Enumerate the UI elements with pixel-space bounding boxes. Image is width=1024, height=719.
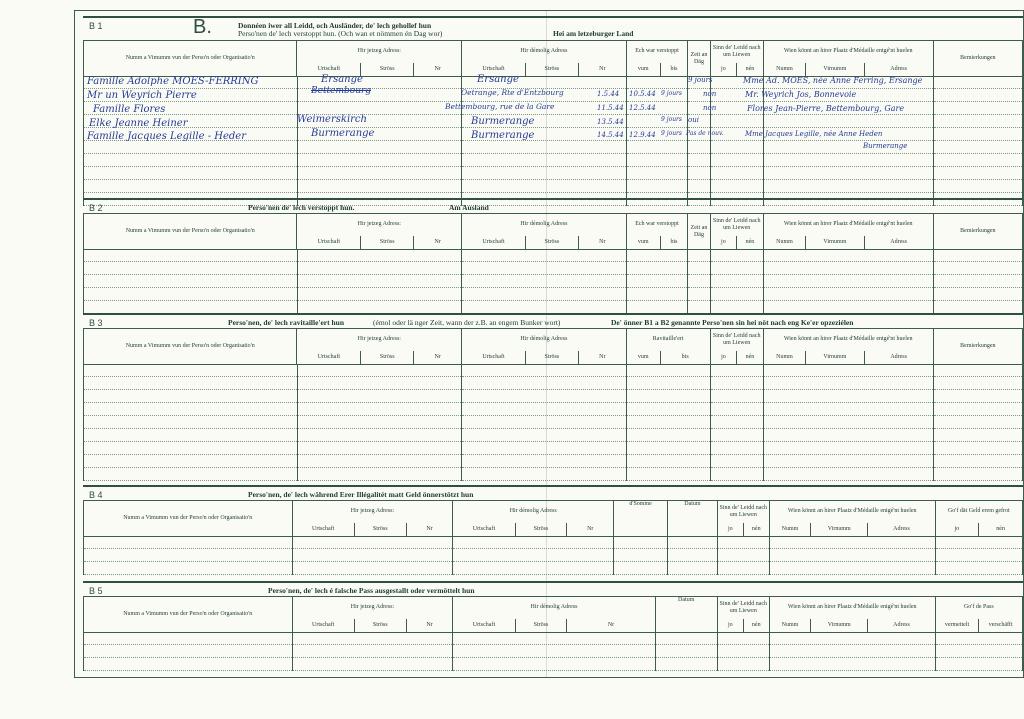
col-nr: Nr xyxy=(414,63,462,77)
hw-medal-2: Mr. Weyrich Jos, Bonnevoie xyxy=(745,90,857,99)
b3-col-name: Numm a Vimumm vun der Perso'n oder Organisatio'n xyxy=(84,329,297,365)
section-b1-title-extra: Hei am letzeburger Land xyxy=(553,29,634,38)
col-street: Ströss xyxy=(361,63,414,77)
section-b1 xyxy=(83,16,1023,200)
b3-col-yes: jo xyxy=(710,351,737,365)
section-b2-title: Perso'nen de' lech verstoppt hun. xyxy=(248,203,355,212)
table-row xyxy=(84,632,293,645)
hw-medal-4: Mme Jacques Legille, née Anne Heden xyxy=(745,130,883,138)
table-row xyxy=(84,403,298,416)
b4-col-former: Hir démolig Adress xyxy=(453,501,614,523)
section-b3-id: B 3 xyxy=(89,318,103,328)
hw-from-1: 1.5.44 xyxy=(597,90,620,98)
table-row xyxy=(84,536,293,549)
b2-col-no: nén xyxy=(737,236,764,250)
b4-col-yes: jo xyxy=(717,523,743,537)
b5-col-pass: Go'f de Pass xyxy=(935,597,1022,619)
hw-former-3: Bettembourg, rue de la Gare xyxy=(445,102,555,111)
b3-col-place: Urtschaft xyxy=(297,351,361,365)
b2-col-former-nr: Nr xyxy=(578,236,626,250)
b4-col-former-place: Urtschaft xyxy=(453,523,515,537)
hw-days-3: 9 jours xyxy=(661,130,683,137)
b5-header-grid xyxy=(83,596,1023,633)
col-no: nén xyxy=(737,63,764,77)
table-row xyxy=(84,645,293,658)
b3-col-address: Adress xyxy=(864,351,933,365)
hw-to-3: 12.9.44 xyxy=(629,131,656,139)
table-row xyxy=(84,364,298,377)
b2-header-grid xyxy=(83,213,1023,250)
b2-col-yes: jo xyxy=(710,236,737,250)
hw-current-3: Weimerskirch xyxy=(297,114,367,125)
col-to: bis xyxy=(660,63,688,77)
section-b4-id: B 4 xyxy=(89,490,103,500)
b2-col-former-place: Urtschaft xyxy=(462,236,526,250)
b4-entry-rows xyxy=(83,536,1023,575)
b5-col-former-street: Ströss xyxy=(515,619,567,633)
b5-col-first-name: Numm xyxy=(769,619,810,633)
hw-former-1: Ersange xyxy=(477,74,519,85)
b3-col-former: Hir démolig Adress xyxy=(462,329,627,351)
table-row xyxy=(84,562,293,575)
section-b1-id: B 1 xyxy=(89,21,103,31)
hw-name-5: Famille Jacques Legille - Heder xyxy=(87,131,246,142)
col-first-name: Numm xyxy=(763,63,805,77)
form-sheet xyxy=(74,10,1024,678)
b2-col-from: vum xyxy=(626,236,660,250)
b4-col-first-name: Numm xyxy=(769,523,810,537)
b5-col-yes: jo xyxy=(717,619,743,633)
table-row xyxy=(84,262,298,275)
section-b3-title-extra: De' önner B1 a B2 genannte Perso'nen sin hei nöt nach eng Ke'er opzeziélen xyxy=(611,318,854,327)
hw-days-2: 9 jours xyxy=(661,116,683,123)
hw-former-4: Burmerange xyxy=(471,116,535,127)
b4-col-date: Datum xyxy=(668,501,718,537)
hw-yesno-1: 9 jours xyxy=(688,76,713,84)
b4-col-nr: Nr xyxy=(406,523,453,537)
b2-col-first-name: Numm xyxy=(763,236,805,250)
col-yes: jo xyxy=(710,63,737,77)
section-b4-title: Perso'nen, de' lech während Erer Illégalitét matt Geld önnerstötzt hun xyxy=(248,490,474,499)
col-hidden-header: Ech war verstoppt xyxy=(626,41,688,63)
col-current-addr-header: Hir jetzeg Adress: xyxy=(297,41,462,63)
hw-name-2: Mr un Weyrich Pierre xyxy=(87,90,197,101)
table-row xyxy=(84,167,298,180)
table-row xyxy=(84,429,298,442)
hw-medal-3: Flores Jean-Pierre, Bettembourg, Gare xyxy=(747,104,905,113)
section-b4 xyxy=(83,485,1023,583)
hw-to-2: 12.5.44 xyxy=(629,104,656,112)
hw-yesno-5: Pas de nouv. xyxy=(686,130,724,137)
b5-col-street: Ströss xyxy=(354,619,406,633)
b2-col-name: Numm a Vimumm vun der Perso'n oder Organisatio'n xyxy=(84,214,297,250)
col-surname: Virnumm xyxy=(806,63,864,77)
hw-yesno-2: non xyxy=(703,90,717,98)
b3-header-grid xyxy=(83,328,1023,365)
b4-header-grid xyxy=(83,500,1023,537)
hw-name-3: Famille Flores xyxy=(93,104,166,115)
table-row xyxy=(84,390,298,403)
section-b1-title-line2: Perso'nen de' lech verstoppt hun. (Och wan et nömmen én Dag wor) xyxy=(238,29,443,38)
section-b2 xyxy=(83,198,1023,315)
section-b3-title: Perso'nen, de' lech ravitaille'ert hun xyxy=(228,318,345,327)
hw-medal-1: Mme Ad. MOES, née Anne Ferring, Ersange xyxy=(743,76,923,85)
table-row xyxy=(84,442,298,455)
hw-days-1: 9 jours xyxy=(661,90,683,97)
form-letter: B. xyxy=(193,16,212,38)
b5-col-procured: verschäfft xyxy=(979,619,1023,633)
col-former-street: Ströss xyxy=(525,63,578,77)
section-b3 xyxy=(83,313,1023,487)
b5-col-name: Numm a Vimumm vun der Perso'n oder Organisatio'n xyxy=(84,597,293,633)
b5-col-danger: Sinn de' Leidd nach um Liewen xyxy=(717,597,769,619)
b3-col-no: nén xyxy=(737,351,764,365)
b5-col-issued: vermettelt xyxy=(935,619,979,633)
b5-col-former-nr: Nr xyxy=(567,619,655,633)
section-b2-title-extra: Am Ausland xyxy=(449,203,489,212)
b3-col-former-street: Ströss xyxy=(525,351,578,365)
b3-col-former-place: Urtschaft xyxy=(462,351,526,365)
b4-col-street: Ströss xyxy=(354,523,406,537)
col-from: vum xyxy=(626,63,660,77)
b2-col-address: Adress xyxy=(864,236,933,250)
b5-col-address: Adress xyxy=(868,619,935,633)
table-row xyxy=(84,549,293,562)
b5-entry-rows xyxy=(83,632,1023,671)
b5-col-place: Urtschaft xyxy=(292,619,354,633)
hw-from-4: 14.5.44 xyxy=(597,131,624,139)
hw-from-3: 13.5.44 xyxy=(597,118,624,126)
b4-col-address: Adress xyxy=(868,523,935,537)
hw-former-2: Oetrange, Rte d'Entzbourg xyxy=(461,88,564,97)
b3-col-current: Hir jetzeg Adress: xyxy=(297,329,462,351)
b5-col-current: Hir jetzeg Adress: xyxy=(292,597,453,619)
b4-col-current: Hir jetzeg Adress: xyxy=(292,501,453,523)
col-remarks-header: Bemierkungen xyxy=(933,41,1022,77)
section-b2-id: B 2 xyxy=(89,203,103,213)
section-b5-title: Perso'nen, de' lech é falsche Pass ausgestallt oder vermöttelt hun xyxy=(268,586,475,595)
b2-col-medal: Wien könnt an hirer Plaatz d'Médaille entgé'nt huelen xyxy=(763,214,933,236)
b2-col-danger: Sinn de' Leidd nach um Liewen xyxy=(710,214,763,236)
b2-col-former: Hir démolig Adress xyxy=(462,214,627,236)
col-time-header: Zeit an Däg xyxy=(688,41,710,77)
section-b5 xyxy=(83,581,1023,679)
b3-entry-rows xyxy=(83,364,1023,481)
b3-col-first-name: Numm xyxy=(763,351,805,365)
b3-col-danger: Sinn de' Leidd nach um Liewen xyxy=(710,329,763,351)
hw-medal-5: Burmerange xyxy=(863,142,908,150)
b4-col-sum: d'Somme xyxy=(614,501,668,537)
b4-col-surname: Virnumm xyxy=(811,523,868,537)
table-row xyxy=(84,468,298,481)
table-row xyxy=(84,180,298,193)
table-row xyxy=(84,301,298,314)
hw-name-1: Famille Adolphe MOES-FERRING xyxy=(87,76,259,87)
b2-col-current: Hir jetzeg Adress: xyxy=(297,214,462,236)
table-row xyxy=(84,658,293,671)
hw-current-2: Bettembourg xyxy=(311,86,372,96)
b3-col-street: Ströss xyxy=(361,351,414,365)
hw-yesno-4: oui xyxy=(688,116,699,124)
hw-to-1: 10.5.44 xyxy=(629,90,656,98)
b2-col-surname: Virnumm xyxy=(806,236,864,250)
col-danger-header: Sinn de' Leidd nach um Liewen xyxy=(710,41,763,63)
table-row xyxy=(84,141,298,154)
col-former-place: Urtschaft xyxy=(462,63,526,77)
b4-col-former-nr: Nr xyxy=(567,523,614,537)
table-row xyxy=(84,249,298,262)
hw-yesno-3: non xyxy=(703,104,717,112)
b4-col-money-yes: jo xyxy=(935,523,979,537)
b5-col-no: nén xyxy=(743,619,769,633)
b3-col-ravit: Ravitaille'ert xyxy=(626,329,710,351)
b5-col-medal: Wien könnt an hirer Plaatz d'Médaille entgé'nt huelen xyxy=(769,597,935,619)
b3-col-remarks: Bemierkungen xyxy=(933,329,1022,365)
b2-col-street: Ströss xyxy=(361,236,414,250)
b5-col-surname: Virnumm xyxy=(811,619,868,633)
hw-name-4: Elke Jeanne Heiner xyxy=(89,118,188,129)
section-b3-title-note: (émol oder lä nger Zeit, wann der z.B. an engem Bunker wort) xyxy=(373,318,561,327)
hw-former-5: Burmerange xyxy=(471,130,535,141)
section-b1-title-line1: Donnéen iwer all Leidd, och Ausländer, de' lech gehollef hun xyxy=(238,21,432,30)
col-former-addr-header: Hir démolig Adress xyxy=(462,41,627,63)
b2-col-time: Zeit an Däg xyxy=(688,214,710,250)
b5-col-former-place: Urtschaft xyxy=(453,619,515,633)
b2-entry-rows xyxy=(83,249,1023,314)
b1-header-grid xyxy=(83,40,1023,77)
b5-col-nr: Nr xyxy=(406,619,453,633)
table-row xyxy=(84,416,298,429)
b4-col-medal: Wien könnt an hirer Plaatz d'Médaille entgé'nt huelen xyxy=(769,501,935,523)
b3-col-medal: Wien könnt an hirer Plaatz d'Médaille entgé'nt huelen xyxy=(763,329,933,351)
table-row xyxy=(84,377,298,390)
col-medal-header: Wien könnt an hirer Plaatz d'Médaille entgé'nt huelen xyxy=(763,41,933,63)
b2-col-remarks: Bemierkungen xyxy=(933,214,1022,250)
b3-col-from: vum xyxy=(626,351,660,365)
b2-col-nr: Nr xyxy=(414,236,462,250)
hw-current-4: Burmerange xyxy=(311,128,375,139)
table-row xyxy=(84,288,298,301)
b4-col-money-no: nén xyxy=(979,523,1023,537)
hw-from-2: 11.5.44 xyxy=(597,104,624,112)
table-row xyxy=(84,275,298,288)
b4-col-no: nén xyxy=(743,523,769,537)
col-name-header: Numm a Vimumm vun der Perso'n oder Organisatio'n xyxy=(84,41,297,77)
b4-col-former-street: Ströss xyxy=(515,523,567,537)
table-row xyxy=(84,154,298,167)
b3-col-former-nr: Nr xyxy=(578,351,626,365)
hw-current-1: Ersange xyxy=(321,74,363,85)
table-row xyxy=(84,455,298,468)
col-former-nr: Nr xyxy=(578,63,626,77)
section-b5-id: B 5 xyxy=(89,586,103,596)
b2-col-place: Urtschaft xyxy=(297,236,361,250)
b4-col-danger: Sinn de' Leidd nach um Liewen xyxy=(717,501,769,523)
b3-col-nr: Nr xyxy=(414,351,462,365)
b4-col-money: Go'f dät Geld erem gefrot xyxy=(935,501,1022,523)
b3-col-to: bis xyxy=(660,351,710,365)
col-address: Adress xyxy=(864,63,933,77)
b3-col-surname: Virnumm xyxy=(806,351,864,365)
b5-col-date: Datum xyxy=(655,597,717,633)
b2-col-hidden: Ech war verstoppt xyxy=(626,214,688,236)
b2-col-to: bis xyxy=(660,236,688,250)
b5-col-former: Hir démolig Adress xyxy=(453,597,655,619)
b2-col-former-street: Ströss xyxy=(525,236,578,250)
b4-col-name: Numm a Vimumm vun der Perso'n oder Organisatio'n xyxy=(84,501,293,537)
col-place: Urtschaft xyxy=(297,63,361,77)
b4-col-place: Urtschaft xyxy=(292,523,354,537)
